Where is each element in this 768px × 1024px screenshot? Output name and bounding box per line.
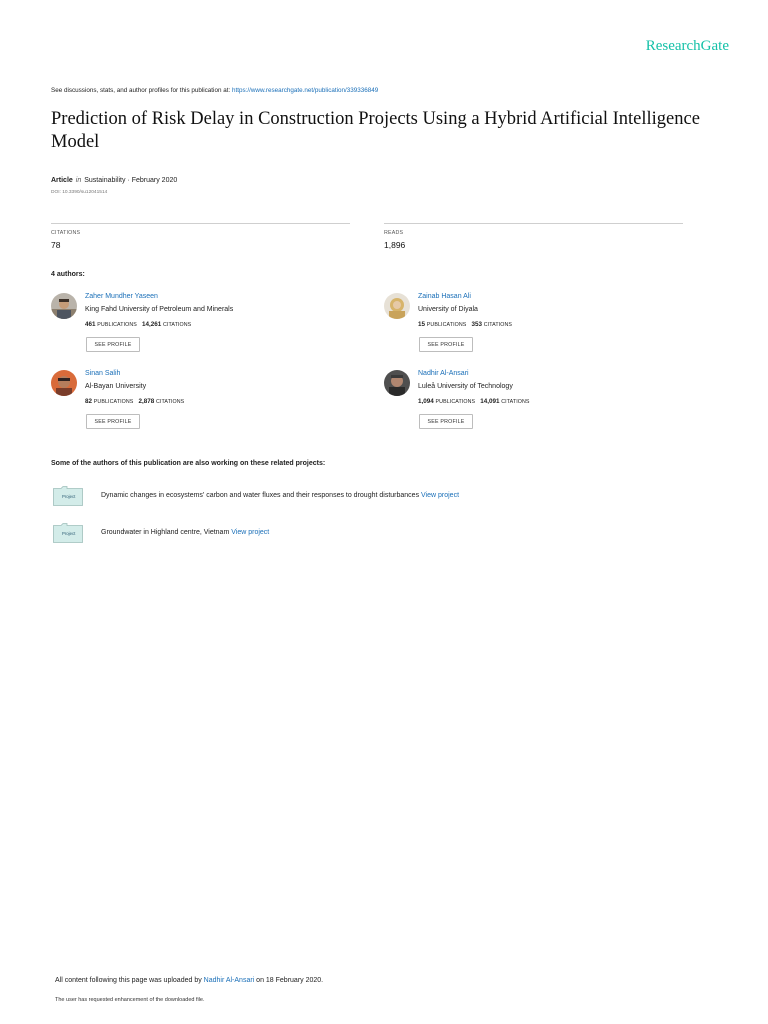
publication-doi: DOI: 10.3390/su12041514 [51,190,108,195]
avatar[interactable] [384,293,410,319]
citations-label: CITATIONS [162,322,192,328]
author-citations: 2,878 [138,398,155,405]
author-citations: 14,091 [480,398,500,405]
author-institution: University of Diyala [418,306,478,313]
avatar[interactable] [384,370,410,396]
publication-venue: Sustainability · February 2020 [84,177,178,184]
author-stats [418,321,512,328]
project-item [101,529,269,536]
project-title: Dynamic changes in ecosystems' carbon and water fluxes and their responses to drought disturbances [101,492,422,499]
avatar[interactable] [51,370,77,396]
reads-label: READS [384,230,404,236]
enhancement-note: The user has requested enhancement of the downloaded file. [55,997,205,1003]
citations-label: CITATIONS [501,399,530,405]
author-institution: King Fahd University of Petroleum and Minerals [85,306,234,313]
author-institution: Al-Bayan University [85,383,147,390]
discussion-line [51,87,378,94]
author-name-link[interactable]: Sinan Salih [85,370,121,377]
project-icon-label: Project [62,531,76,536]
author-name-link[interactable]: Zaher Mundher Yaseen [85,293,158,300]
see-profile-button[interactable]: SEE PROFILE [419,337,473,352]
avatar[interactable] [51,293,77,319]
view-project-link[interactable]: View project [231,529,270,536]
author-publications: 1,094 [418,398,434,405]
upload-suffix: on 18 February 2020. [254,977,324,984]
author-stats [85,321,191,328]
related-projects-heading: Some of the authors of this publication are also working on these related projects: [51,460,326,467]
author-publications: 15 [418,321,426,328]
publication-meta [51,177,177,184]
uploader-link[interactable]: Nadhir Al-Ansari [203,977,255,984]
project-item [101,492,459,499]
publication-title: Prediction of Risk Delay in Construction Projects Using a Hybrid Artificial Intelligence Model [51,109,700,152]
reads-value: 1,896 [384,240,406,250]
author-citations: 14,261 [141,321,162,328]
publications-label: PUBLICATIONS [93,399,134,405]
citations-label: CITATIONS [51,230,81,236]
publication-in: in [75,177,82,184]
author-stats [418,398,530,405]
see-profile-button[interactable]: SEE PROFILE [419,414,473,429]
reads-divider [384,223,683,224]
author-publications: 82 [85,398,93,405]
author-citations: 353 [471,321,482,328]
researchgate-logo[interactable]: ResearchGate [645,38,729,54]
citations-label: CITATIONS [483,322,513,328]
citations-value: 78 [51,240,61,250]
publications-label: PUBLICATIONS [97,322,137,328]
author-institution: Luleå University of Technology [418,383,513,390]
upload-prefix: All content following this page was uploaded by [55,977,204,984]
citations-divider [51,223,350,224]
publications-label: PUBLICATIONS [426,322,467,328]
project-title: Groundwater in Highland centre, Vietnam [101,529,232,536]
upload-info [55,977,323,984]
project-folder-icon [53,486,83,506]
citations-label: CITATIONS [155,399,185,405]
see-profile-button[interactable]: SEE PROFILE [86,414,140,429]
author-publications: 461 [85,321,96,328]
author-name-link[interactable]: Zainab Hasan Ali [418,293,471,300]
project-folder-icon [53,523,83,543]
see-profile-button[interactable]: SEE PROFILE [86,337,140,352]
publication-type: Article [51,177,73,184]
authors-heading: 4 authors: [51,271,85,278]
publication-url-link[interactable]: https://www.researchgate.net/publication/339336849 [231,87,379,94]
discussion-prefix: See discussions, stats, and author profiles for this publication at: [51,87,232,94]
publications-label: PUBLICATIONS [435,399,476,405]
view-project-link[interactable]: View project [421,492,460,499]
project-icon-label: Project [62,494,76,499]
author-name-link[interactable]: Nadhir Al-Ansari [418,370,469,377]
author-stats [85,398,184,405]
